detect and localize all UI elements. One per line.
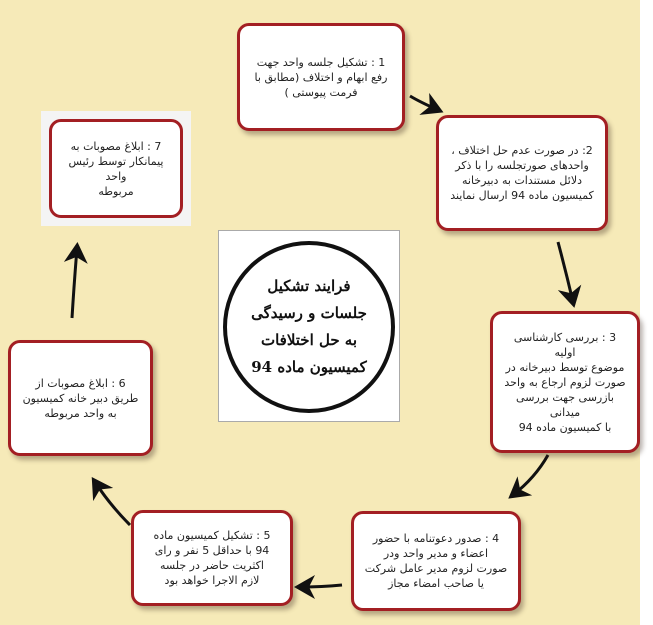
step-6-box xyxy=(8,340,153,456)
step-1-text: 1 : تشکیل جلسه واحد جهت رفع ابهام و اختلاف (مطابق با فرمت پیوستی ) xyxy=(254,55,388,99)
arrow-5-to-6 xyxy=(95,482,130,525)
step-3-text: 3 : بررسی کارشناسی اولیه موضوع توسط دبیرخانه در صورت لزوم ارجاع به واحد بازرسی جهت بررسی میدانی با کمیسیون ماده 94 xyxy=(504,330,626,434)
center-panel xyxy=(218,230,400,422)
arrow-6-to-7 xyxy=(72,248,77,318)
step-2-text: 2: در صورت عدم حل اختلاف ، واحدهای صورتجلسه را با ذکر دلائل مستندات به دبیرخانه کمیسیون ماده 94 ارسال نمایند xyxy=(450,144,594,202)
arrow-2-to-3 xyxy=(558,242,573,302)
center-title: فرایند تشکیل جلسات و رسیدگی به حل اختلافات کمیسیون ماده 94 xyxy=(251,277,367,376)
arrow-1-to-2 xyxy=(410,96,438,110)
step-5-text: 5 : تشکیل کمیسیون ماده 94 با حداقل 5 نفر و رای اکثریت حاضر در جلسه لازم الاجرا خواهد بود xyxy=(153,529,271,587)
arrow-4-to-5 xyxy=(300,585,342,587)
step-7-frame xyxy=(49,119,183,218)
step-5-box xyxy=(131,510,293,606)
step-3-box xyxy=(490,311,640,453)
step-4-box xyxy=(351,511,521,611)
step-7-box xyxy=(41,111,191,226)
step-7-text: 7 : ابلاغ مصوبات به پیمانکار توسط رئیس واحد مربوطه xyxy=(68,139,164,198)
step-1-box xyxy=(237,23,405,131)
step-6-text: 6 : ابلاغ مصوبات از طریق دبیر خانه کمیسیون به واحد مربوطه xyxy=(22,376,139,420)
step-2-box xyxy=(436,115,608,231)
center-ellipse xyxy=(223,241,395,413)
step-4-text: 4 : صدور دعوتنامه با حضور اعضاء و مدیر واحد ودر صورت لزوم مدیر عامل شرکت یا صاحب امضاء مجاز xyxy=(364,532,508,590)
arrow-3-to-4 xyxy=(513,455,548,495)
